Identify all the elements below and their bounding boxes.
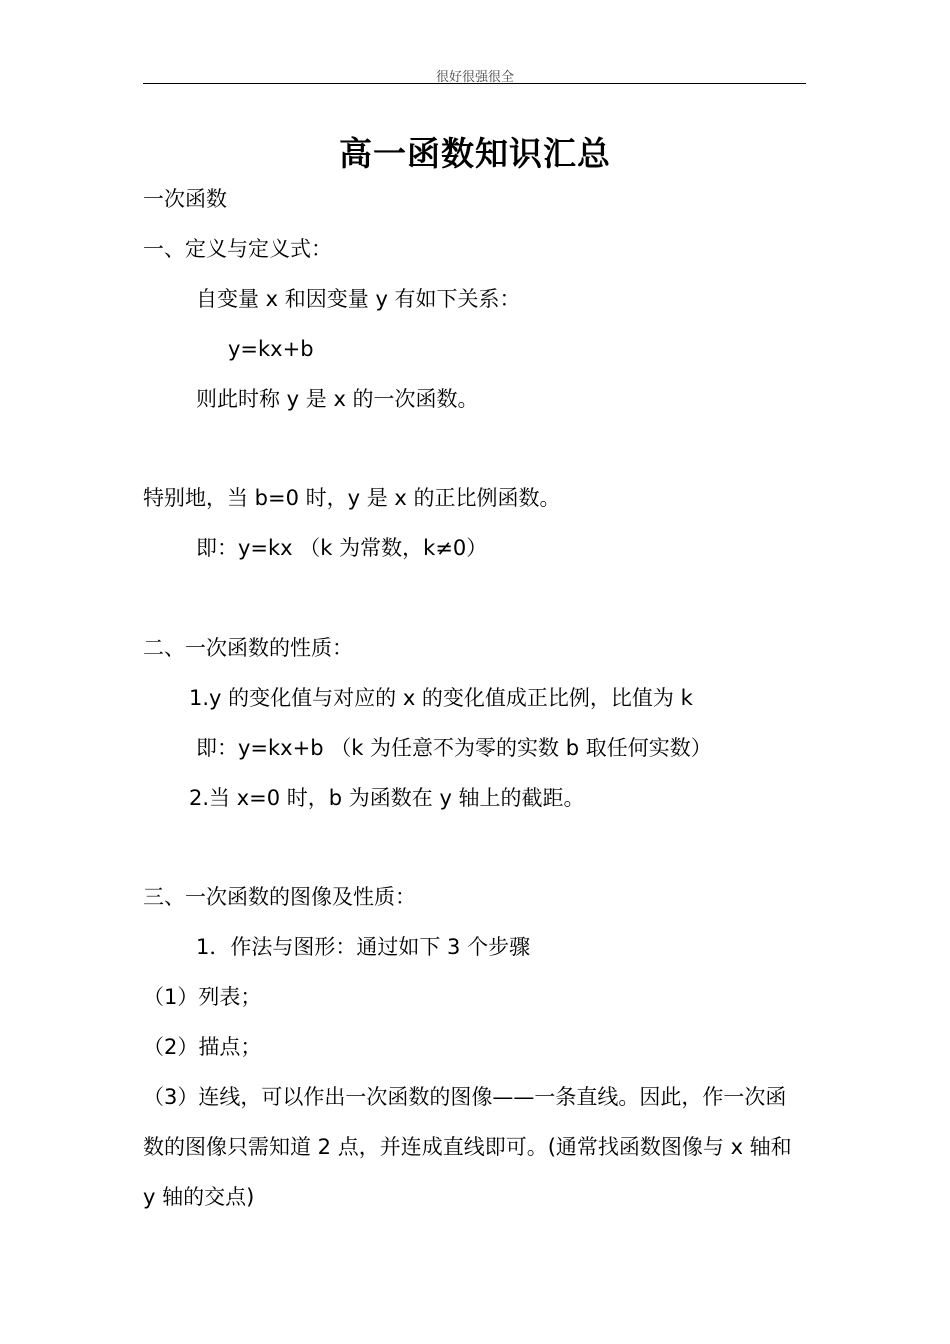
heading-definition: 一、定义与定义式： xyxy=(143,237,332,261)
definition-conclusion: 则此时称 y 是 x 的一次函数。 xyxy=(196,387,479,411)
graph-method: 1．作法与图形：通过如下 3 个步骤 xyxy=(196,935,531,959)
section-label-linear-function: 一次函数 xyxy=(143,187,227,211)
step-3-connect-paragraph: （3）连线，可以作出一次函数的图像——一条直线。因此，作一次函数的图像只需知道 2 点，并连成直线即可。(通常找函数图像与 x 轴和 y 轴的交点) xyxy=(143,1085,792,1209)
property-2: 2.当 x=0 时，b 为函数在 y 轴上的截距。 xyxy=(189,786,585,810)
formula-general: y=kx+b xyxy=(228,337,314,361)
formula-proportional: 即：y=kx （k 为常数，k≠0） xyxy=(196,536,488,560)
property-1: 1.y 的变化值与对应的 x 的变化值成正比例，比值为 k xyxy=(189,686,693,710)
page-header: 很好很强很全 xyxy=(435,70,514,85)
header-rule xyxy=(143,83,806,84)
step-2-plot: （2）描点； xyxy=(143,1035,262,1059)
heading-properties: 二、一次函数的性质： xyxy=(143,636,353,660)
document-title: 高一函数知识汇总 xyxy=(339,134,611,173)
step-1-tabulate: （1）列表； xyxy=(143,985,262,1009)
heading-graph-properties: 三、一次函数的图像及性质： xyxy=(143,885,416,909)
definition-text: 自变量 x 和因变量 y 有如下关系： xyxy=(196,287,521,311)
property-1-formula: 即：y=kx+b （k 为任意不为零的实数 b 取任何实数） xyxy=(196,736,712,760)
special-case-text: 特别地，当 b=0 时，y 是 x 的正比例函数。 xyxy=(143,486,561,510)
